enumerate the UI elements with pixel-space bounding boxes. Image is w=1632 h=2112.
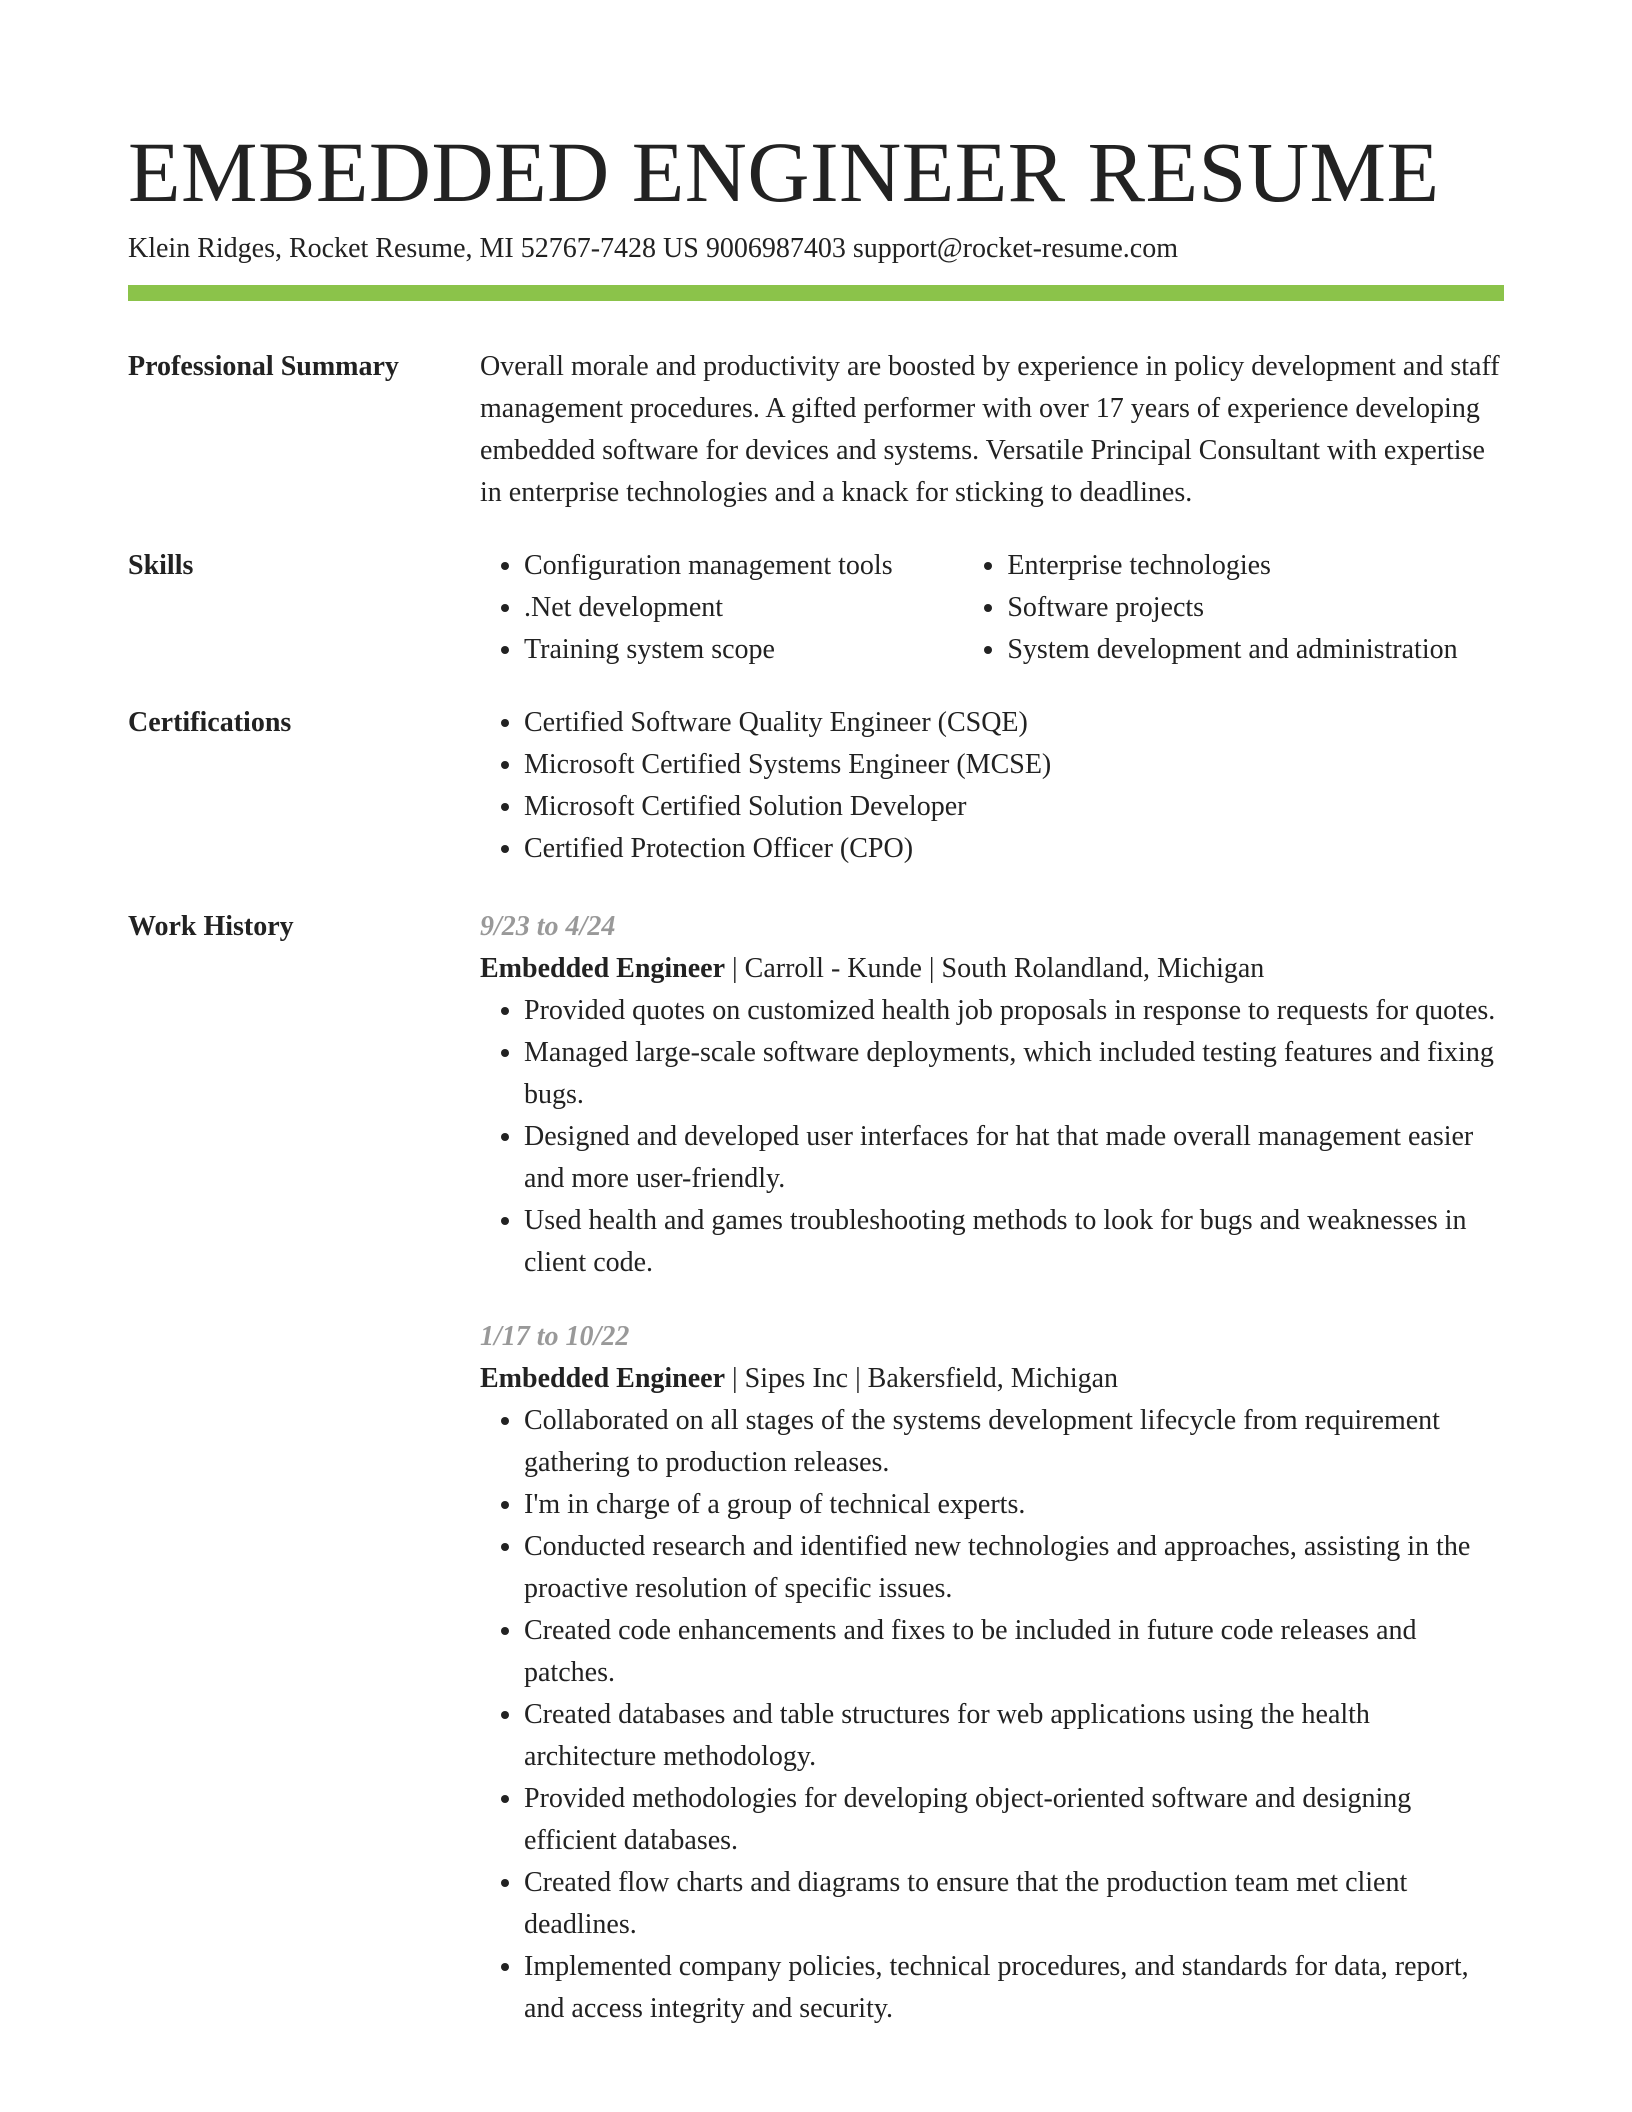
job-details: | Carroll - Kunde | South Rolandland, Michigan <box>725 953 1265 984</box>
certifications-body <box>480 702 1504 870</box>
certification-item: • Certified Software Quality Engineer (CSQE) <box>524 702 1504 744</box>
job-dates: 9/23 to 4/24 <box>480 911 616 942</box>
certifications-list <box>480 702 1504 870</box>
skill-item: • .Net development <box>524 587 963 629</box>
summary-body <box>480 346 1504 514</box>
skill-item: • Training system scope <box>524 629 963 671</box>
job-details: | Sipes Inc | Bakersfield, Michigan <box>725 1363 1119 1394</box>
job-bullet: • Conducted research and identified new technologies and approaches, assisting in the proactive resolution of specific issues. <box>524 1526 1504 1610</box>
job-bullet: • I'm in charge of a group of technical experts. <box>524 1484 1504 1526</box>
job-bullets <box>480 990 1504 1284</box>
resume-title: EMBEDDED ENGINEER RESUME <box>128 124 1440 220</box>
skill-item: • Software projects <box>1007 587 1504 629</box>
job-bullet: • Managed large-scale software deployments, which included testing features and fixing bugs. <box>524 1032 1504 1116</box>
job-bullet: • Implemented company policies, technical procedures, and standards for data, report, and access integrity and security. <box>524 1946 1504 2030</box>
skills-list-2 <box>963 545 1504 671</box>
job-heading <box>480 948 1504 990</box>
job-entry <box>480 906 1504 1284</box>
job-bullet: • Designed and developed user interfaces for hat that made overall management easier and more user-friendly. <box>524 1116 1504 1200</box>
job-dates: 1/17 to 10/22 <box>480 1321 630 1352</box>
accent-divider <box>128 285 1504 301</box>
skill-item: • System development and administration <box>1007 629 1504 671</box>
job-bullet: • Created databases and table structures for web applications using the health architecture methodology. <box>524 1694 1504 1778</box>
job-bullet: • Created flow charts and diagrams to ensure that the production team met client deadlines. <box>524 1862 1504 1946</box>
job-bullet: • Provided methodologies for developing object-oriented software and designing efficient databases. <box>524 1778 1504 1862</box>
work-history-body <box>480 906 1504 2030</box>
section-label-skills: Skills <box>128 550 194 581</box>
skills-body <box>480 545 1504 671</box>
job-entry <box>480 1316 1504 2030</box>
section-label-summary: Professional Summary <box>128 351 399 382</box>
job-title: Embedded Engineer <box>480 953 726 984</box>
skills-list-1 <box>480 545 963 671</box>
contact-line: Klein Ridges, Rocket Resume, MI 52767-7428 US 9006987403 support@rocket-resume.com <box>128 233 1178 264</box>
job-bullet: • Created code enhancements and fixes to be included in future code releases and patches. <box>524 1610 1504 1694</box>
skill-item: • Enterprise technologies <box>1007 545 1504 587</box>
section-label-work-history: Work History <box>128 911 294 942</box>
skill-item: • Configuration management tools <box>524 545 963 587</box>
job-bullet: • Collaborated on all stages of the systems development lifecycle from requirement gathering to production releases. <box>524 1400 1504 1484</box>
job-bullet: • Used health and games troubleshooting methods to look for bugs and weaknesses in client code. <box>524 1200 1504 1284</box>
job-bullets <box>480 1400 1504 2030</box>
job-heading <box>480 1358 1504 1400</box>
job-bullet: • Provided quotes on customized health job proposals in response to requests for quotes. <box>524 990 1504 1032</box>
certification-item: • Certified Protection Officer (CPO) <box>524 828 1504 870</box>
certification-item: • Microsoft Certified Systems Engineer (MCSE) <box>524 744 1504 786</box>
summary-text: Overall morale and productivity are boosted by experience in policy development and staff management procedures. A gifted performer with over 17 years of experience developing embedded software for devices and systems. Versatile Principal Consultant with expertise in enterprise technologies and a knack for sticking to deadlines. <box>480 351 1500 508</box>
section-label-certifications: Certifications <box>128 707 292 738</box>
skills-columns <box>480 545 1504 671</box>
job-title: Embedded Engineer <box>480 1363 726 1394</box>
certification-item: • Microsoft Certified Solution Developer <box>524 786 1504 828</box>
